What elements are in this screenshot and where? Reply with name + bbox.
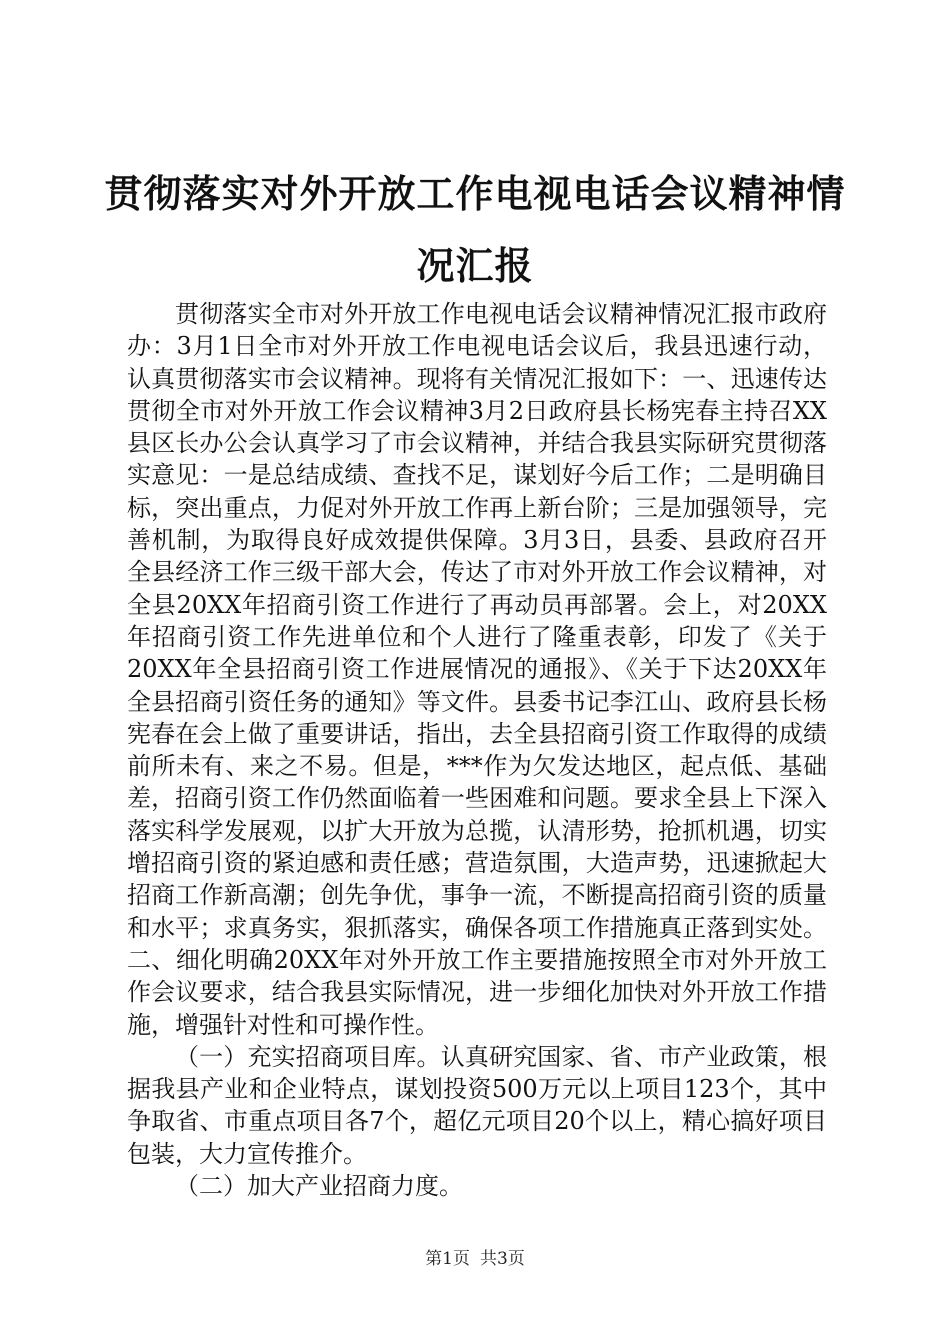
document-title: 贯彻落实对外开放工作电视电话会议精神情况汇报	[104, 171, 846, 288]
page-total: 共3页	[480, 1249, 525, 1269]
paragraph-intro: 贯彻落实全市对外开放工作电视电话会议精神情况汇报市政府办：3月1日全市对外开放工作电视电话会议后，我县迅速行动，认真贯彻落实市会议精神。现将有关情况汇报如下：一、迅速传达贯彻全市对外开放工作会议精神3月2日政府县长杨宪春主持召XX县区长办公会认真学习了市会议精神，并结合我县实际研究贯彻落实意见：一是总结成绩、查找不足，谋划好今后工作；二是明确目标，突出重点，力促对外开放工作再上新台阶；三是加强领导，完善机制，为取得良好成效提供保障。3月3日，县委、县政府召开全县经济工作三级干部大会，传达了市对外开放工作会议精神，对全县20XX年招商引资工作进行了再动员再部署。会上，对20XX年招商引资工作先进单位和个人进行了隆重表彰，印发了《关于20XX年全县招商引资工作进展情况的通报》、《关于下达20XX年全县招商引资任务的通知》等文件。县委书记李江山、政府县长杨宪春在会上做了重要讲话，指出，去全县招商引资工作取得的成绩前所未有、来之不易。但是，***作为欠发达地区，起点低、基础差，招商引资工作仍然面临着一些困难和问题。要求全县上下深入落实科学发展观，以扩大开放为总揽，认清形势，抢抓机遇，切实增招商引资的紧迫感和责任感；营造氛围，大造声势，迅速掀起大招商工作新高潮；创先争优，事争一流，不断提高招商引资的质量和水平；求真务实，狠抓落实，确保各项工作措施真正落到实处。二、细化明确20XX年对外开放工作主要措施按照全市对外开放工作会议要求，结合我县实际情况，进一步细化加快对外开放工作措施，增强针对性和可操作性。	[127, 300, 827, 1039]
page-number: 第1页	[425, 1249, 470, 1269]
document-body	[127, 298, 827, 1202]
page-footer	[0, 1244, 950, 1269]
paragraph-item-2: （二）加大产业招商力度。	[175, 1172, 463, 1201]
paragraph-item-1: （一）充实招商项目库。认真研究国家、省、市产业政策，根据我县产业和企业特点，谋划投资500万元以上项目123个，其中争取省、市重点项目各7个，超亿元项目20个以上，精心搞好项目包装，大力宣传推介。	[127, 1042, 827, 1168]
